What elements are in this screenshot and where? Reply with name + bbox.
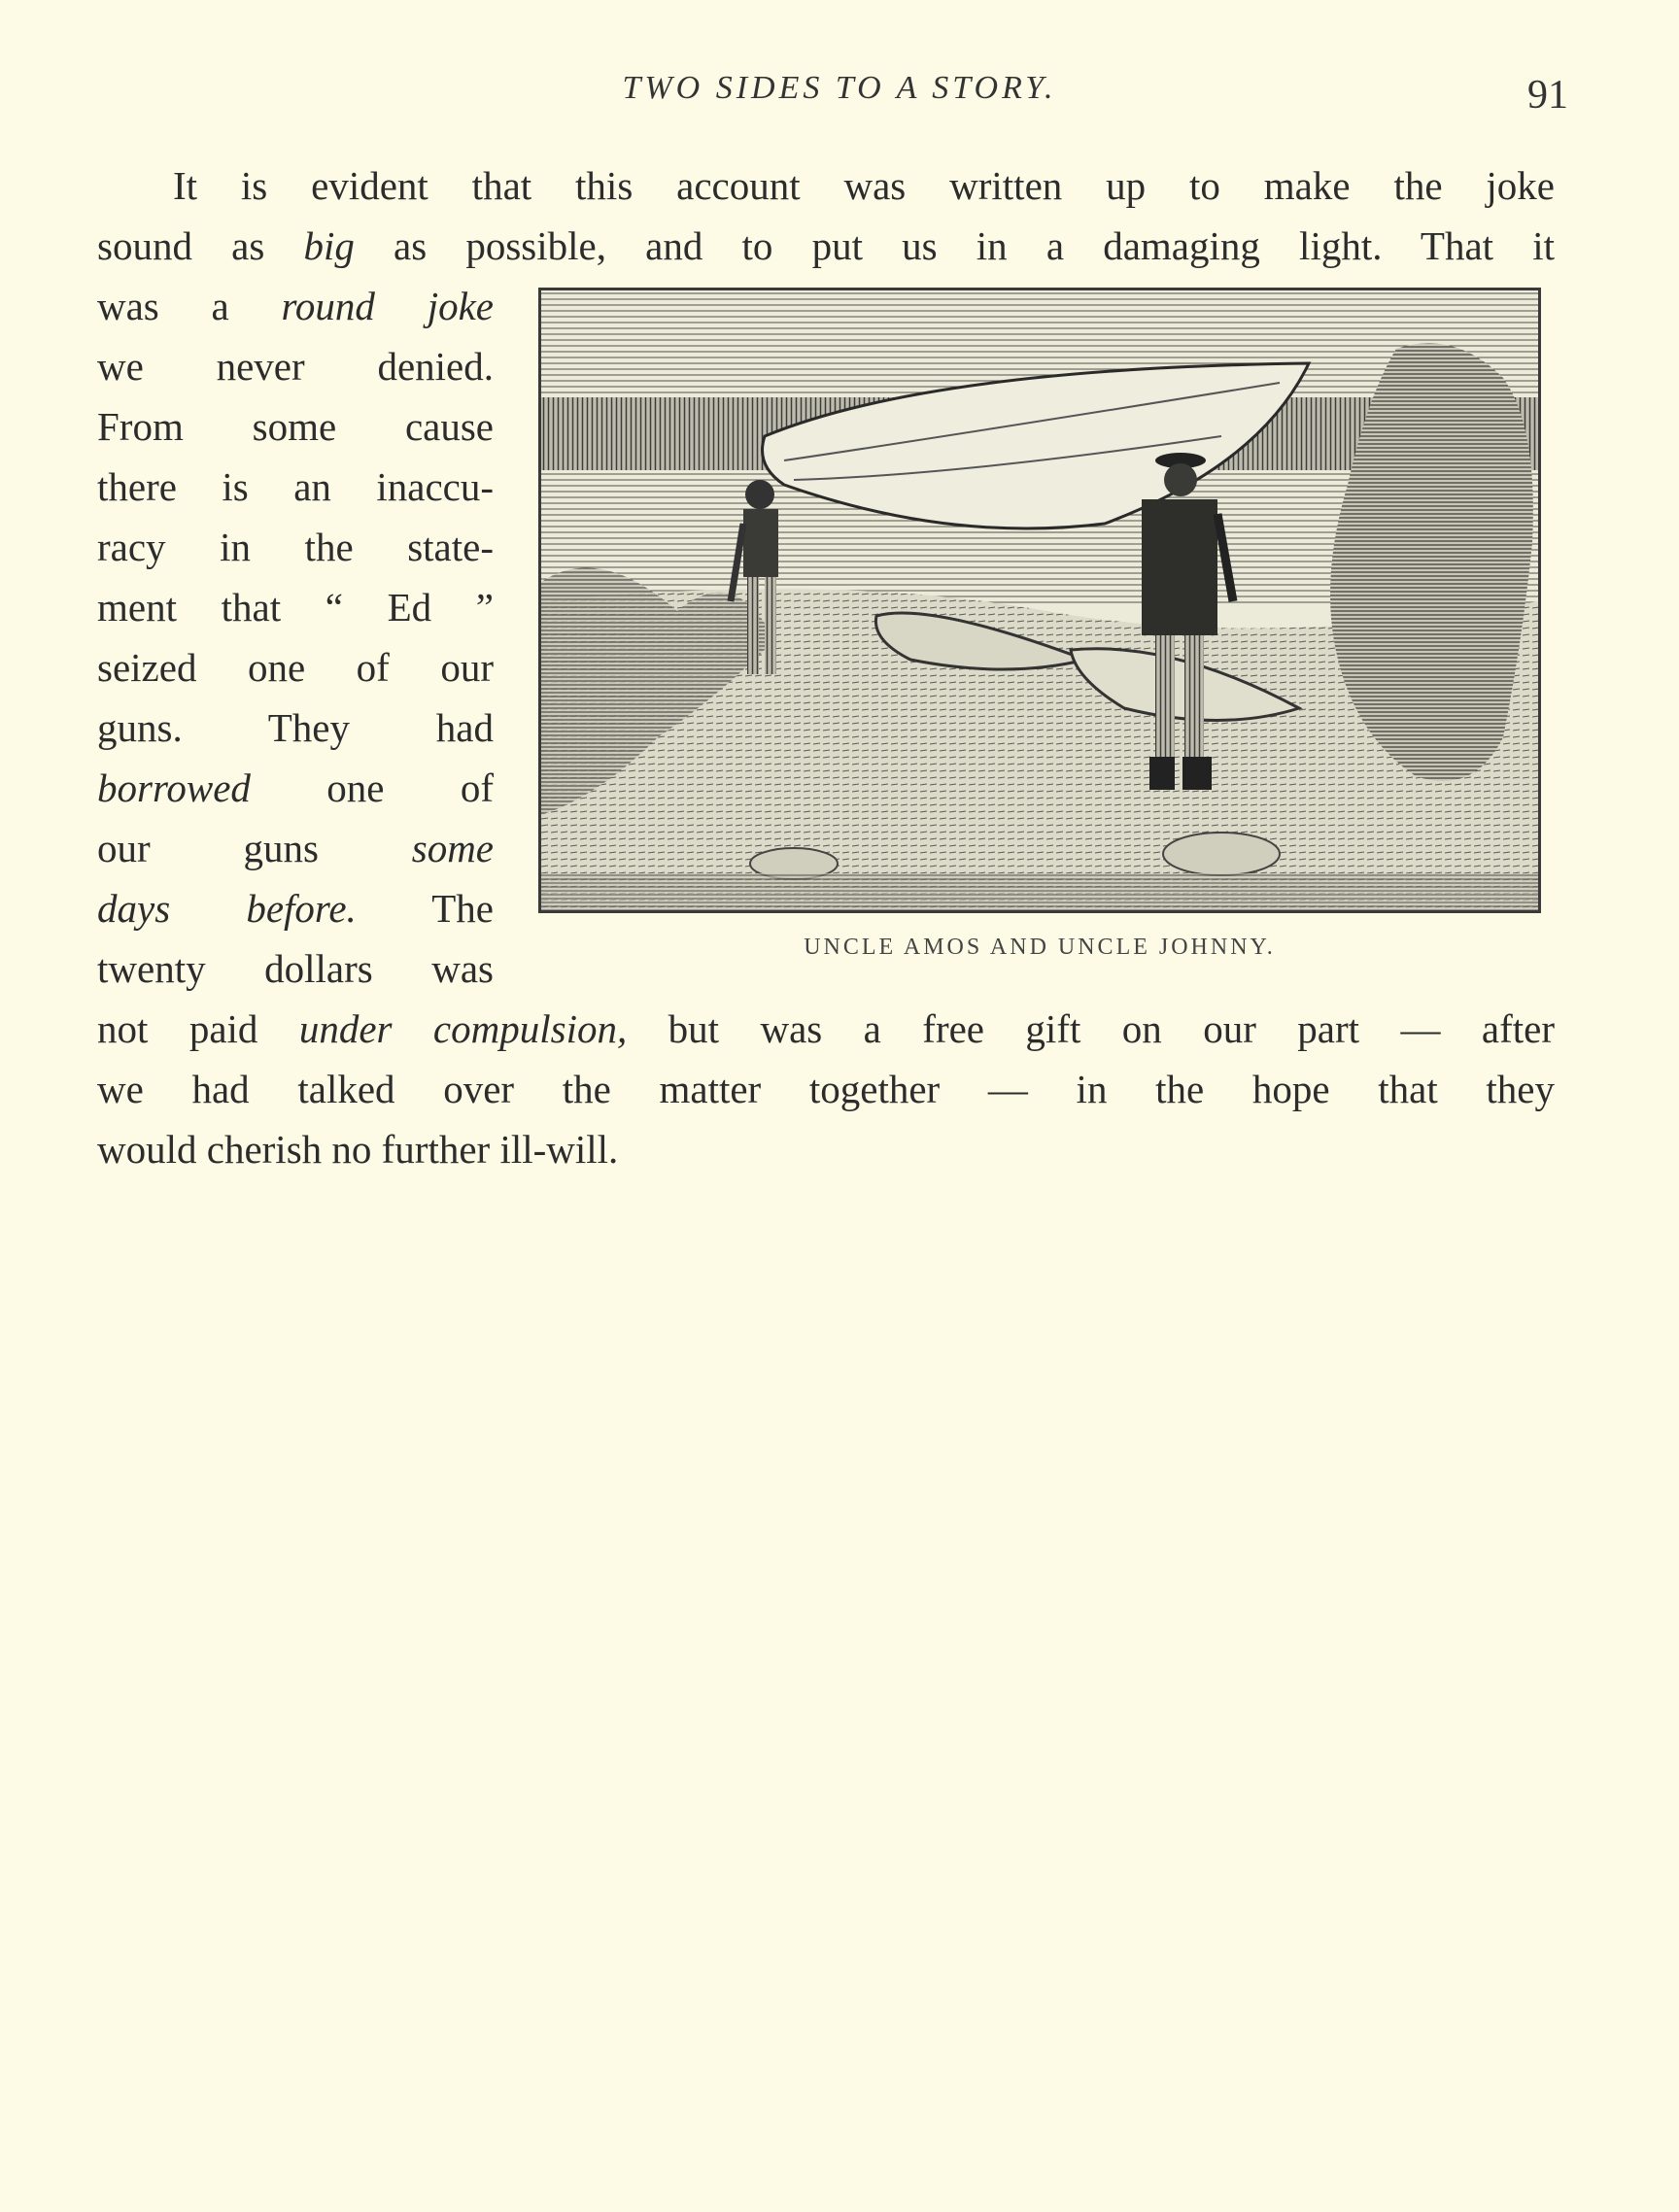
text-line-9: seized one of our (97, 645, 494, 690)
text-span: sound as (97, 223, 304, 268)
text-line-13 (97, 884, 494, 933)
text-span: but was a free gift on our part — after (627, 1006, 1556, 1051)
text-line-11 (97, 764, 494, 812)
figure-caption: UNCLE AMOS AND UNCLE JOHNNY. (804, 935, 1276, 960)
italic-span: big (303, 223, 355, 268)
text-span: our guns (97, 826, 412, 870)
text-line-1: It is evident that this account was written up to make the joke (173, 163, 1555, 208)
foreground-grass (541, 873, 1538, 910)
text-line-3 (97, 282, 494, 330)
text-span: as possible, and to put us in a damaging light. That it (354, 223, 1555, 268)
text-line-15 (97, 1004, 1555, 1053)
italic-span: under compulsion, (298, 1006, 628, 1051)
engraving-drawing (541, 290, 1538, 910)
text-line-14: twenty dollars was (97, 946, 494, 991)
text-line-6: there is an inaccu- (97, 464, 494, 509)
text-span: The (356, 886, 494, 931)
italic-span: borrowed (97, 766, 251, 810)
text-line-10: guns. They had (97, 705, 494, 750)
text-line-12 (97, 824, 494, 872)
text-line-4: we never denied. (97, 344, 494, 389)
running-head (97, 70, 1582, 124)
engraving-illustration (538, 288, 1541, 913)
page-number: 91 (1527, 73, 1568, 118)
text-span: was a (97, 284, 282, 328)
rock (1163, 833, 1280, 875)
italic-span: some (411, 826, 494, 870)
text-line-17: would cherish no further ill-will. (97, 1127, 619, 1172)
text-line-2 (97, 221, 1555, 270)
text-span: one of (250, 766, 494, 810)
italic-span: days before. (97, 886, 357, 931)
text-span: not paid (97, 1006, 299, 1051)
text-line-5: From some cause (97, 404, 494, 449)
text-line-7: racy in the state- (97, 525, 494, 569)
text-line-8: ment that “ Ed ” (97, 585, 494, 630)
text-line-16: we had talked over the matter together — in the hope that they (97, 1067, 1555, 1111)
running-title: TWO SIDES TO A STORY. (622, 70, 1057, 106)
italic-span: round joke (281, 284, 494, 328)
